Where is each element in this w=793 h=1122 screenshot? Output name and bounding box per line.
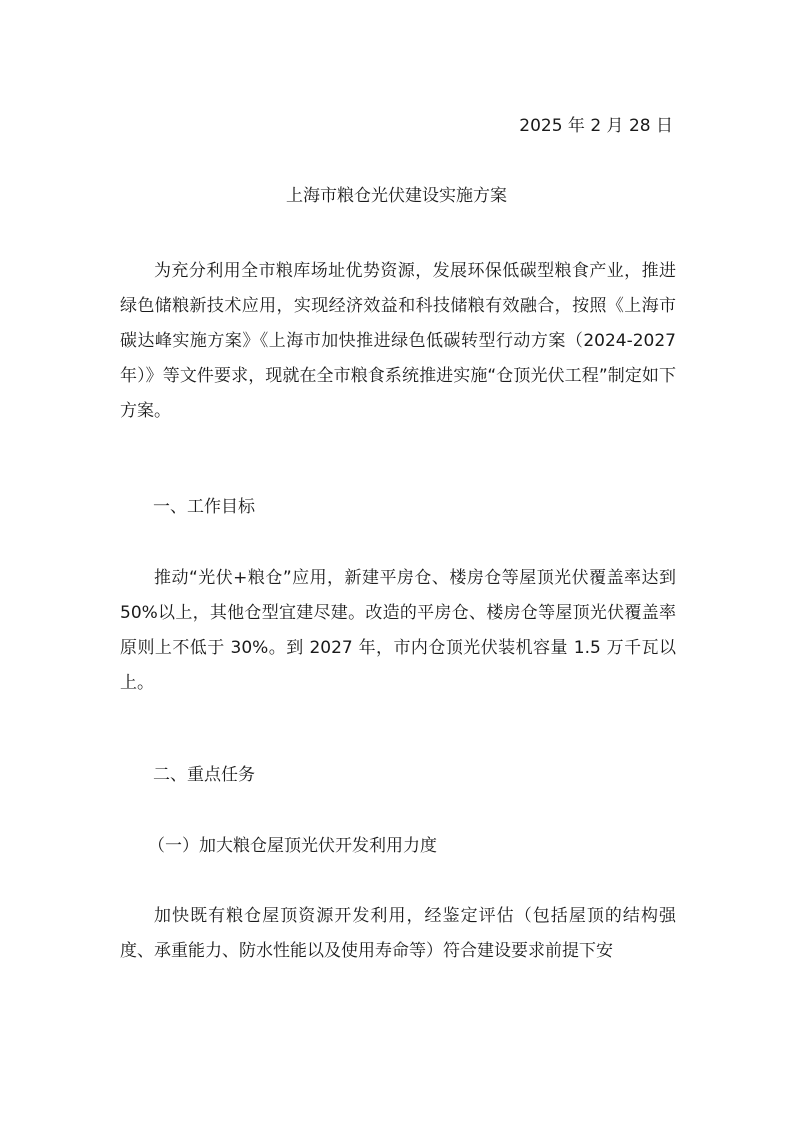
section-1-paragraph: 推动“光伏+粮仓”应用，新建平房仓、楼房仓等屋顶光伏覆盖率达到 50%以上，其他仓型宜建尽建。改造的平房仓、楼房仓等屋顶光伏覆盖率原则上不低于 30%。到 2027 年，市内仓顶光伏装机容量 1.5 万千瓦以上。 bbox=[120, 568, 676, 693]
document-title: 上海市粮仓光伏建设实施方案 bbox=[286, 186, 507, 206]
section-2-sub-1-paragraph: 加快既有粮仓屋顶资源开发利用，经鉴定评估（包括屋顶的结构强度、承重能力、防水性能以及使用寿命等）符合建设要求前提下安 bbox=[120, 906, 676, 961]
section-1-heading: 一、工作目标 bbox=[153, 497, 255, 517]
section-2-heading: 二、重点任务 bbox=[153, 765, 255, 785]
intro-paragraph: 为充分利用全市粮库场址优势资源，发展环保低碳型粮食产业，推进绿色储粮新技术应用，实现经济效益和科技储粮有效融合，按照《上海市碳达峰实施方案》《上海市加快推进绿色低碳转型行动方案（2024-2027 年）》等文件要求，现就在全市粮食系统推进实施“仓顶光伏工程”制定如下方案。 bbox=[120, 261, 676, 421]
document-date: 2025 年 2 月 28 日 bbox=[519, 116, 673, 136]
section-2-subheading-1: （一）加大粮仓屋顶光伏开发利用力度 bbox=[148, 836, 437, 856]
